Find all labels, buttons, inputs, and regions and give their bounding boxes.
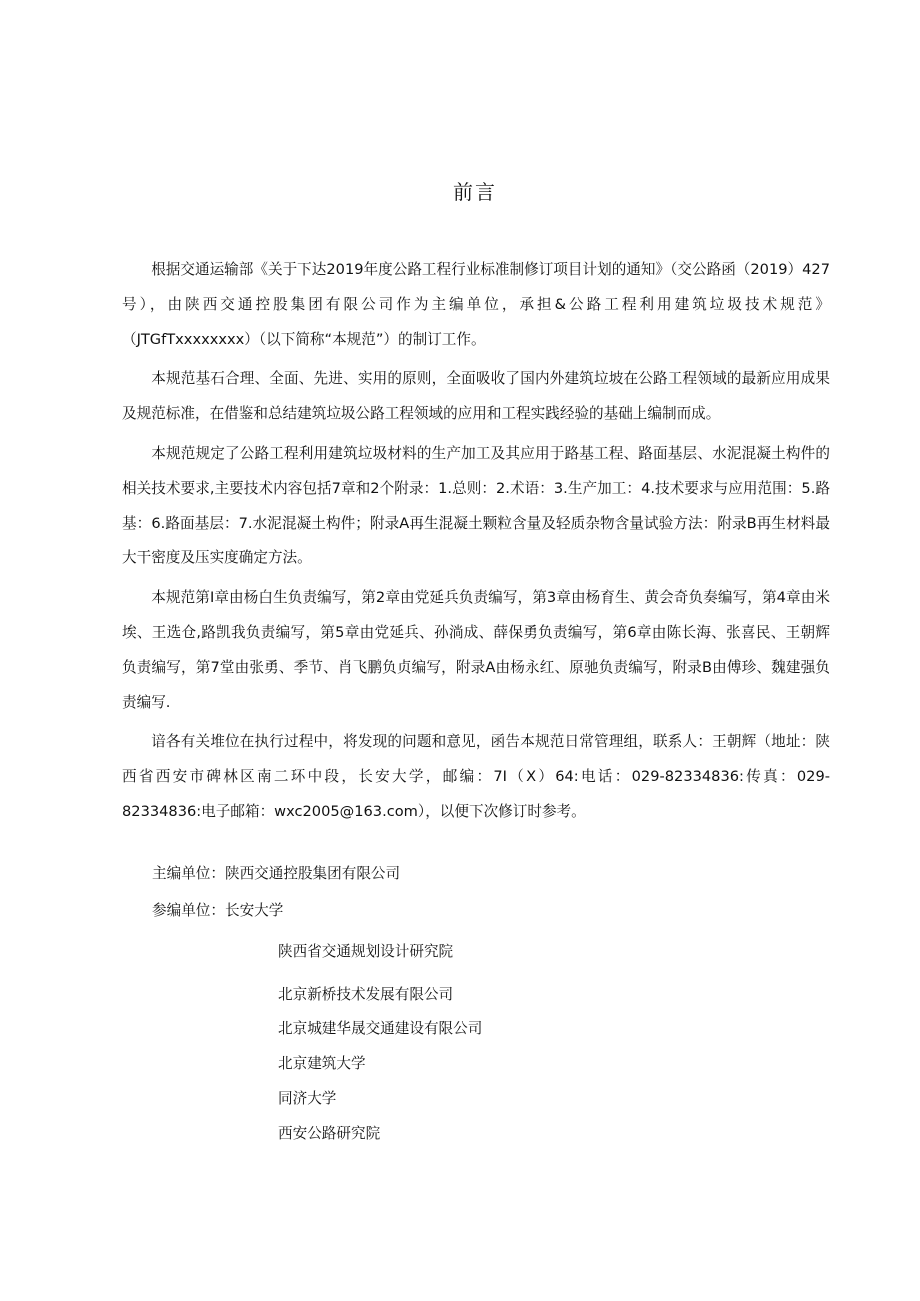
participating-unit: 陕西省交通规划设计研究院 (278, 943, 454, 960)
page-title: 前言 (453, 180, 497, 204)
participating-unit: 北京建筑大学 (278, 1055, 366, 1072)
paragraph-contact: 谙各有关堆位在执行过程中，将发现的问题和意见，函告本规范日常管理组，联系人：王朝辉（地址：陕西省西安市碑林区南二环中段，长安大学，邮编：7I（X）64:电话：029-82334836:传真：029-82334836:电子邮箱：wxc2005@163.com），以便下次修订时参考。 (122, 733, 830, 820)
chief-editor-unit: 主编单位：陕西交通控股集团有限公司 (152, 865, 401, 882)
preface-body (122, 253, 830, 835)
participating-unit: 西安公路研究院 (278, 1125, 381, 1142)
participating-unit: 北京新桥技术发展有限公司 (278, 986, 454, 1003)
paragraph-content: 本规范规定了公路工程利用建筑垃圾材料的生产加工及其应用于路基工程、路面基层、水泥混凝土构件的相关技术要求,主要技术内容包括7章和2个附录：1.总则：2.术语：3.生产加工：4.技术要求与应用范围：5.路基：6.路面基层：7.水泥混凝土构件；附录A再生混凝土颗粒含量及轻质杂物含量试验方法：附录B再生材料最大干密度及压实度确定方法。 (122, 444, 830, 567)
participating-unit: 同济大学 (278, 1090, 337, 1107)
participating-unit-first: 参编单位：长安大学 (152, 902, 284, 919)
participating-unit: 北京城建华晟交通建设有限公司 (278, 1020, 483, 1037)
paragraph-principles: 本规范基石合理、全面、先进、实用的原则，全面吸收了国内外建筑垃坡在公路工程领域的最新应用成果及规范标准，在借鉴和总结建筑垃圾公路工程领域的应用和工程实践经验的基础上编制而成。 (122, 370, 830, 423)
paragraph-plan-basis: 根据交通运输部《关于下达2019年度公路工程行业标准制修订项目计划的通知》（交公路函（2019）427号），由陕西交通控股集团有限公司作为主编单位，承担&公路工程利用建筑垃圾技术规范》（JTGfTxxxxxxxx）（以下简称“本规范”）的制订工作。 (122, 261, 830, 348)
paragraph-authors: 本规范第I章由杨白生负责编写，第2章由党延兵负责编写，第3章由杨育生、黄会奇负奏编写，第4章由米埃、王选仓,路凯我负责编写，第5章由党延兵、孙淌成、薛保勇负责编写，第6章由陈长海、张喜民、王朝辉负责编写，第7堂由张勇、季节、肖飞鹏负贞编写，附录A由杨永红、原驰负责编写，附录B由傅珍、魏建强负责编写. (122, 589, 830, 711)
